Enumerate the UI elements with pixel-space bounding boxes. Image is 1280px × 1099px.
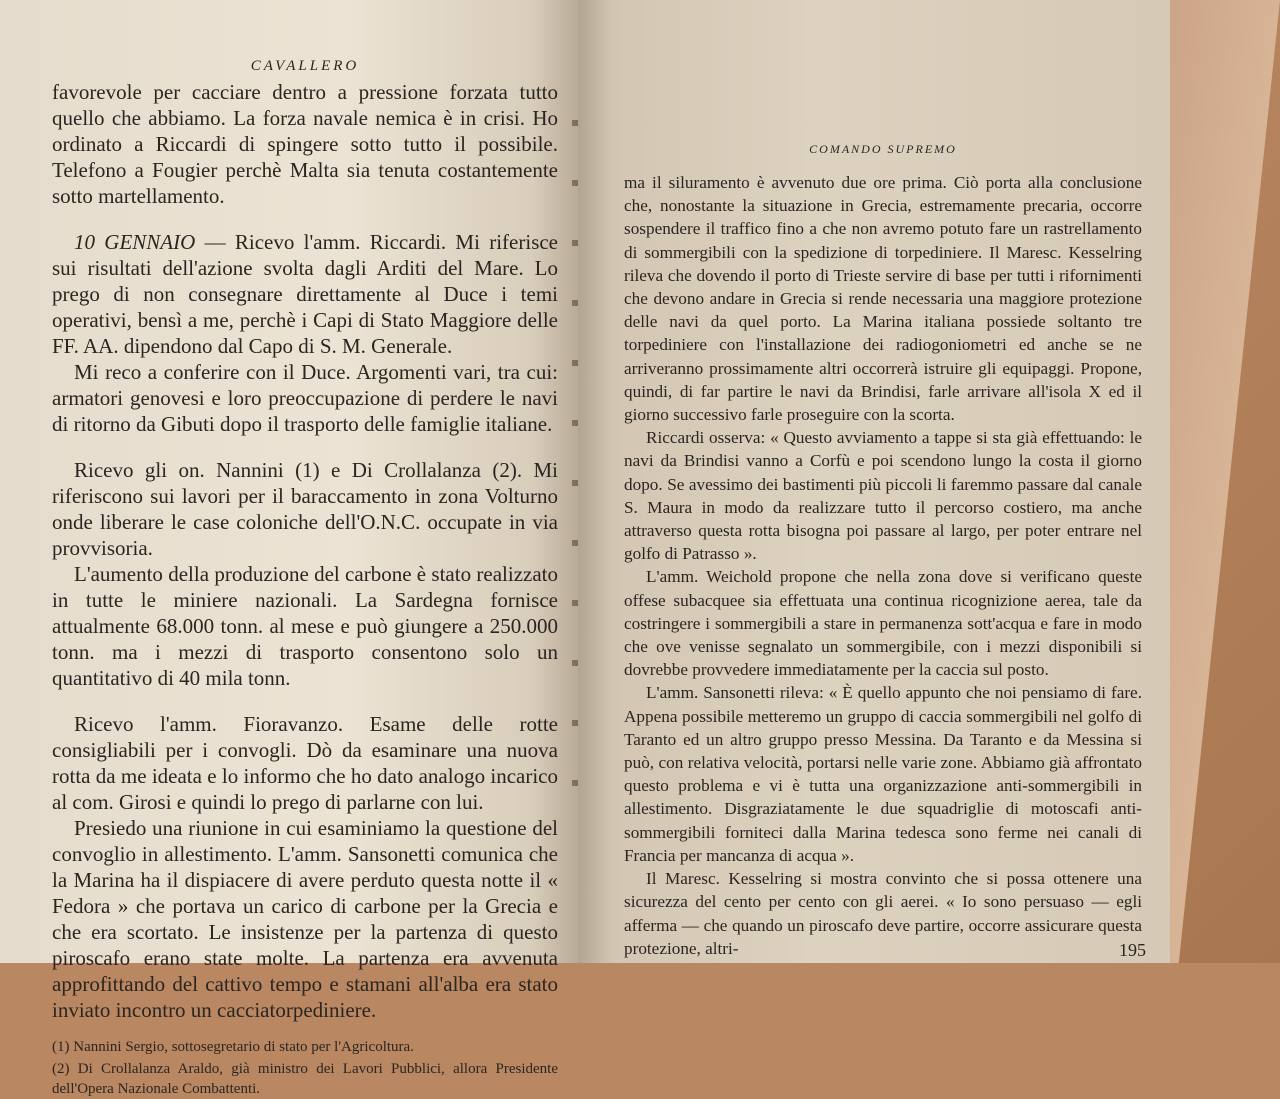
paragraph: Ricevo l'amm. Fioravanzo. Esame delle rotte consigliabili per i convogli. Dò da esaminare una nuova rotta da me ideata e lo informo che ho dato analogo incarico al com. Girosi e quindi lo prego di parlarne con lui.: [52, 712, 558, 814]
paragraph: L'amm. Sansonetti rileva: « È quello appunto che noi pensiamo di fare. Appena possibile metteremo un gruppo di caccia sommergibili nel golfo di Taranto ed un altro gruppo presso Messina. Da Taranto e da Messina si può, con relativa velocità, portarsi nelle varie zone. Abbiamo già affrontato questo problema e vi è tutta una organizzazione anti-sommergibili in allestimento. Disgraziatamente le due squadriglie di motoscafi anti-sommergibili forniteci dalla Marina tedesca sono ferme nei canali di Francia per mancanza di acqua ».: [624, 683, 1142, 865]
right-page-text: [624, 171, 1142, 960]
paragraph: Mi reco a conferire con il Duce. Argomenti vari, tra cui: armatori genovesi e loro preoccupazione di perdere le navi di ritorno da Gibuti dopo il trasporto delle famiglie italiane.: [52, 360, 558, 436]
dated-paragraph: [52, 229, 558, 359]
paragraph: Riccardi osserva: « Questo avviamento a tappe si sta già effettuando: le navi da Brindisi vanno a Corfù e poi scendono lungo la costa il giorno dopo. Se avessimo dei bastimenti più piccoli li faremmo passare dal canale S. Maura in modo da realizzare tutto il percorso costiero, ma anche attraverso questa rotta bisogna poi passare al largo, per poter entrare nel golfo di Patrasso ».: [624, 428, 1142, 564]
paragraph: L'amm. Weichold propone che nella zona dove si verificano queste offese subacquee sia effettuata una continua ricognizione aerea, tale da costringere i sommergibili a stare in permanenza sott'acqua e fare in modo che ove venisse segnalato un sommergibile, con i mezzi disponibili si dovrebbe provvedere immediatamente per la caccia sul posto.: [624, 567, 1142, 680]
left-page-text: [52, 79, 558, 1099]
paragraph: Ricevo gli on. Nannini (1) e Di Crollalanza (2). Mi riferiscono sui lavori per il baraccamento in zona Volturno onde liberare le case coloniche dell'O.N.C. occupate in via provvisoria.: [52, 458, 558, 560]
paragraph: ma il siluramento è avvenuto due ore prima. Ciò porta alla conclusione che, nonostante la situazione in Grecia, estremamente precaria, occorre sospendere il traffico fino a che non avremo potuto fare un rastrellamento di sommergibili con la spedizione di torpediniere. Il Maresc. Kesselring rileva che dovendo il porto di Trieste servire di base per tutti i rifornimenti che devono andare in Grecia si rende necessaria una maggiore protezione delle navi da quel porto. La Marina italiana possiede soltanto tre torpediniere con l'installazione dei radiogoniometri ed anche se ne arriveranno prossimamente altri occorrerà istruire gli equipaggi. Propone, quindi, di far partire le navi da Brindisi, farle arrivare all'isola X ed il giorno successivo farle proseguire con la scorta.: [624, 173, 1142, 425]
paragraph: L'aumento della produzione del carbone è stato realizzato in tutte le miniere nazionali. La Sardegna fornisce attualmente 68.000 tonn. al mese e può giungere a 250.000 tonn. ma i mezzi di trasporto consentono solo un quantitativo di 40 mila tonn.: [52, 562, 558, 690]
date-dash: —: [195, 230, 235, 254]
page-number: 195: [1119, 940, 1146, 960]
paragraph: Presiedo una riunione in cui esaminiamo la questione del convoglio in allestimento. L'amm. Sansonetti comunica che la Marina ha il dispiacere di avere perduto questa notte il « Fedora » che portava un carico di carbone per la Grecia e che era scortato. Le insistenze per la partenza di questo piroscafo erano state molte. La partenza era avvenuta approfittando del cattivo tempo e stamani all'alba era stato inviato incontro un cacciatorpediniere.: [52, 816, 558, 1022]
footnotes: [52, 1037, 558, 1099]
footnote: (2) Di Crollalanza Araldo, già ministro dei Lavori Pubblici, allora Presidente dell'Opera Nazionale Combattenti.: [52, 1061, 558, 1097]
paragraph: favorevole per cacciare dentro a pressione forzata tutto quello che abbiamo. La forza navale nemica è in crisi. Ho ordinato a Riccardi di spingere sotto tutto il possibile. Telefono a Fougier perchè Malta sia tenuta costantemente sotto martellamento.: [52, 80, 558, 208]
footnote: (1) Nannini Sergio, sottosegretario di stato per l'Agricoltura.: [52, 1039, 414, 1055]
paragraph: Il Maresc. Kesselring si mostra convinto che si possa ottenere una sicurezza del cento per cento con gli aerei. « Io sono persuaso — egli afferma — che quando un piroscafo deve partire, occorre assicurare questa protezione, altri-: [624, 869, 1142, 958]
right-page: [578, 0, 1170, 963]
running-head-right: COMANDO SUPREMO: [809, 142, 957, 156]
date-heading: 10 GENNAIO: [74, 230, 196, 254]
paragraph: Ricevo l'amm. Riccardi. Mi riferisce sui risultati dell'azione svolta dagli Arditi del Mare. Lo prego di non consegnare direttamente al Duce i temi operativi, bensì a me, perchè i Capi di Stato Maggiore delle FF. AA. dipendono dal Capo di S. M. Generale.: [52, 230, 559, 358]
running-head-left: CAVALLERO: [250, 58, 360, 74]
left-page: [0, 0, 578, 1097]
